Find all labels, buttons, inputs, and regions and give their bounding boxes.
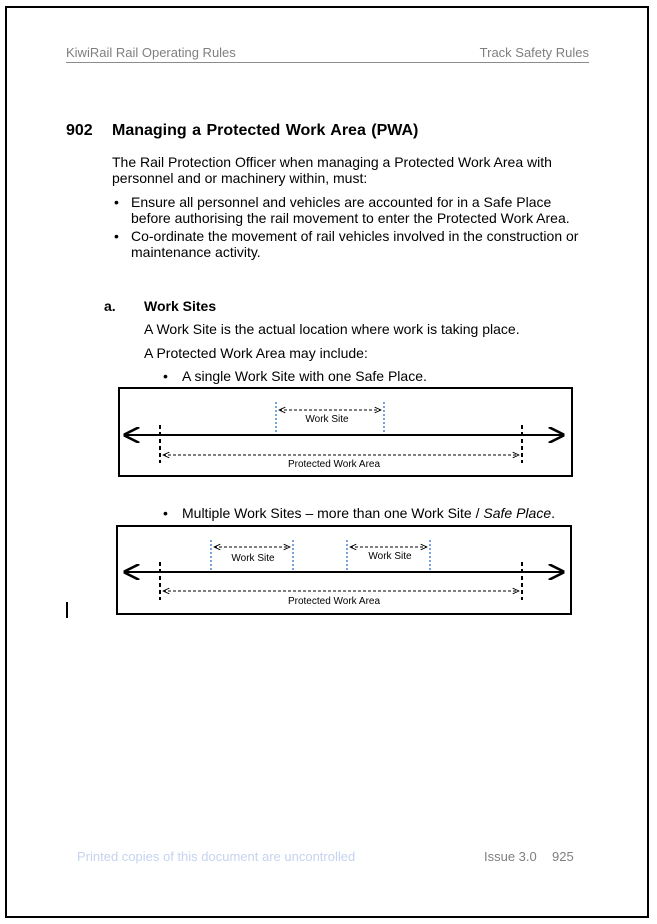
footer-page-number: 925 [552, 849, 574, 864]
diagram-multiple-work-sites [117, 526, 571, 614]
bullet-text: Co-ordinate the movement of rail vehicles involved in the construction or maintenance activity. [131, 228, 579, 260]
option-text-prefix: Multiple Work Sites – more than one Work Site / [182, 505, 484, 521]
option-text: A single Work Site with one Safe Place. [182, 368, 427, 384]
header-document-title: KiwiRail Rail Operating Rules [66, 45, 236, 60]
work-site-1-label: Work Site [231, 553, 275, 564]
section-intro: The Rail Protection Officer when managing a Protected Work Area with personnel and or machinery within, must: [112, 154, 552, 186]
pwa-label: Protected Work Area [287, 596, 381, 607]
diagram-single-work-site [119, 388, 572, 476]
bullet-icon: • [163, 505, 168, 521]
footer-uncontrolled-note: Printed copies of this document are uncontrolled [77, 849, 356, 864]
work-site-2-label: Work Site [368, 551, 412, 562]
text-cursor [66, 602, 68, 618]
work-site-label: Work Site [305, 414, 349, 425]
bullet-icon: • [163, 368, 168, 384]
option-text-suffix: . [551, 505, 555, 521]
header-section-title: Track Safety Rules [479, 45, 589, 60]
bullet-text: Ensure all personnel and vehicles are accounted for in a Safe Place before authorising the rail movement to enter the Protected Work Area. [131, 194, 570, 226]
subsection-title: Work Sites [144, 298, 217, 314]
section-title: Managing a Protected Work Area (PWA) [112, 122, 419, 139]
bullet-icon: • [114, 228, 119, 244]
subsection-letter: a. [104, 298, 116, 314]
section-number: 902 [66, 122, 93, 139]
work-site-definition: A Work Site is the actual location where work is taking place. [144, 321, 520, 337]
option-text-italic: Safe Place [483, 505, 552, 521]
bullet-icon: • [114, 194, 119, 210]
pwa-label: Protected Work Area [287, 459, 381, 470]
footer-issue: Issue 3.0 [484, 849, 537, 864]
pwa-may-include: A Protected Work Area may include: [144, 345, 368, 361]
